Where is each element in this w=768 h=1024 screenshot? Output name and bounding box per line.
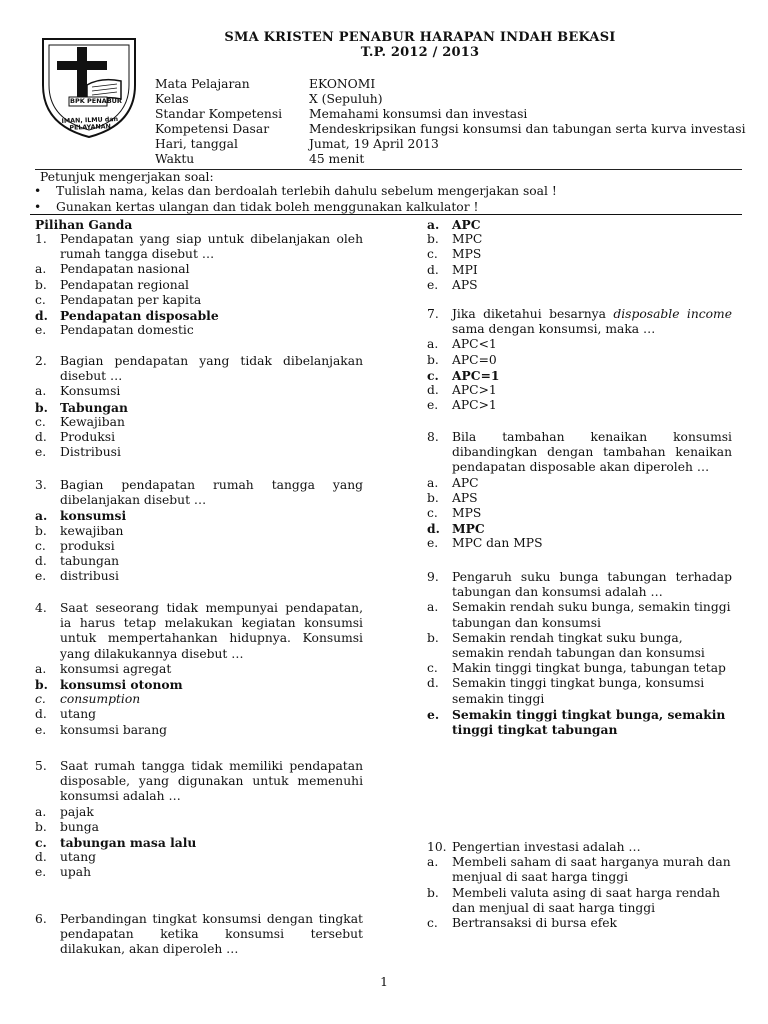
option-text: APC>1 xyxy=(452,398,497,413)
option-letter: d. xyxy=(35,430,47,445)
option-text: pajak xyxy=(60,804,94,819)
option-text: APC xyxy=(452,475,479,490)
answer-option xyxy=(427,491,732,506)
option-text: distribusi xyxy=(60,569,119,584)
answer-option xyxy=(427,631,732,661)
answer-option xyxy=(427,506,732,521)
answer-option xyxy=(427,476,732,491)
option-text: Membeli saham di saat harganya murah dan menjual di saat harga tinggi xyxy=(452,855,731,885)
info-value: 45 menit xyxy=(309,152,365,166)
question-stem: Bila tambahan kenaikan konsumsi dibandingkan dengan tambahan kenaikan pendapatan disposable akan diperoleh … xyxy=(452,430,732,475)
option-text: konsumsi otonom xyxy=(60,677,183,693)
option-letter: e. xyxy=(35,722,47,737)
option-letter: a. xyxy=(35,384,47,399)
option-letter: c. xyxy=(427,661,438,676)
option-letter: c. xyxy=(427,916,438,931)
info-row xyxy=(155,77,746,92)
answer-option xyxy=(35,692,363,707)
option-letter: e. xyxy=(35,445,47,460)
answer-option xyxy=(427,536,732,551)
option-text: APC=1 xyxy=(452,367,500,383)
question-text xyxy=(427,840,732,855)
question-3 xyxy=(35,478,363,584)
option-text: Pendapatan per kapita xyxy=(60,292,202,307)
info-label: Kelas xyxy=(155,92,189,106)
question-text xyxy=(35,601,363,662)
option-letter: a. xyxy=(427,475,439,490)
question-stem-part: sama dengan konsumsi, maka … xyxy=(452,322,656,337)
question-10 xyxy=(427,840,732,931)
bullet-icon: • xyxy=(34,184,42,198)
answer-option xyxy=(35,805,363,820)
question-6-options xyxy=(427,217,732,293)
option-letter: e. xyxy=(427,277,439,292)
info-row xyxy=(155,137,746,152)
info-value: Mendeskripsikan fungsi konsumsi dan tabungan serta kurva investasi xyxy=(309,122,746,136)
answer-option xyxy=(427,217,732,232)
question-stem: Bagian pendapatan yang tidak dibelanjakan disebut … xyxy=(60,354,363,384)
option-letter: b. xyxy=(35,277,47,292)
answer-option xyxy=(35,262,363,277)
option-text: Makin tinggi tingkat bunga, tabungan tetap xyxy=(452,661,726,676)
question-stem: Pendapatan yang siap untuk dibelanjakan oleh rumah tangga disebut … xyxy=(60,232,363,262)
info-row xyxy=(155,122,746,137)
option-letter: b. xyxy=(35,819,47,834)
option-text: Distribusi xyxy=(60,445,121,460)
option-text: Semakin tinggi tingkat bunga, semakin tinggi tingkat tabungan xyxy=(452,706,726,738)
question-number: 3. xyxy=(35,478,47,492)
answer-option xyxy=(427,855,732,885)
option-text: MPS xyxy=(452,247,482,262)
option-letter: d. xyxy=(35,308,48,324)
option-text: produksi xyxy=(60,538,115,553)
school-header xyxy=(160,30,680,60)
question-8 xyxy=(427,430,732,552)
option-text: MPC xyxy=(452,521,485,537)
option-text: tabungan masa lalu xyxy=(60,835,197,851)
instruction-item: • Tulislah nama, kelas dan berdoalah terlebih dahulu sebelum mengerjakan soal ! xyxy=(34,184,557,198)
option-text: Semakin rendah suku bunga, semakin tinggi tabungan dan konsumsi xyxy=(452,600,731,630)
answer-option xyxy=(427,676,732,706)
instruction-item: • Gunakan kertas ulangan dan tidak boleh menggunakan kalkulator ! xyxy=(34,200,479,214)
option-text: konsumsi barang xyxy=(60,722,168,737)
answer-option xyxy=(427,247,732,262)
answer-option xyxy=(427,383,732,398)
option-letter: a. xyxy=(427,337,439,352)
option-text: MPI xyxy=(452,262,478,277)
answer-option xyxy=(35,430,363,445)
option-letter: b. xyxy=(35,523,47,538)
option-letter: d. xyxy=(427,521,440,537)
info-value: EKONOMI xyxy=(309,77,376,91)
option-letter: d. xyxy=(427,383,439,398)
question-1 xyxy=(35,232,363,338)
info-value: X (Sepuluh) xyxy=(309,92,383,106)
answer-option xyxy=(427,232,732,247)
answer-option xyxy=(35,323,363,338)
option-letter: b. xyxy=(35,677,48,693)
answer-option xyxy=(35,850,363,865)
answer-option xyxy=(35,707,363,722)
option-letter: e. xyxy=(35,865,47,880)
option-letter: a. xyxy=(427,217,440,232)
answer-option xyxy=(35,415,363,430)
answer-option xyxy=(427,398,732,413)
info-value: Memahami konsumsi dan investasi xyxy=(309,107,528,121)
option-text: Kewajiban xyxy=(60,414,125,429)
option-letter: b. xyxy=(35,399,48,415)
option-letter: a. xyxy=(35,661,47,676)
option-letter: c. xyxy=(427,506,438,521)
option-letter: c. xyxy=(35,835,47,851)
option-text: utang xyxy=(60,707,96,722)
option-text: APC<1 xyxy=(452,337,497,352)
question-number: 10. xyxy=(427,840,447,854)
answer-option xyxy=(427,707,732,737)
school-name: SMA KRISTEN PENABUR HARAPAN INDAH BEKASI xyxy=(224,30,616,45)
question-number: 8. xyxy=(427,430,439,444)
answer-option xyxy=(35,539,363,554)
option-letter: c. xyxy=(35,692,46,707)
answer-option xyxy=(35,445,363,460)
school-logo xyxy=(37,33,141,141)
option-letter: c. xyxy=(35,414,46,429)
option-letter: a. xyxy=(35,804,47,819)
option-text: konsumsi agregat xyxy=(60,661,172,676)
info-row xyxy=(155,152,746,167)
option-letter: e. xyxy=(427,706,440,722)
question-9 xyxy=(427,570,732,737)
answer-option xyxy=(35,278,363,293)
answer-option xyxy=(35,508,363,523)
answer-option xyxy=(35,554,363,569)
option-text: Pendapatan regional xyxy=(60,277,189,292)
question-5 xyxy=(35,759,363,881)
option-letter: e. xyxy=(427,536,439,551)
option-text: Bertransaksi di bursa efek xyxy=(452,916,617,931)
answer-option xyxy=(35,820,363,835)
answer-option xyxy=(35,835,363,850)
answer-option xyxy=(427,886,732,916)
answer-option xyxy=(427,368,732,383)
question-stem: Saat rumah tangga tidak memiliki pendapatan disposable, yang digunakan untuk memenuhi konsumsi adalah … xyxy=(60,759,363,804)
option-text: upah xyxy=(60,865,92,880)
info-row xyxy=(155,107,746,122)
option-letter: c. xyxy=(35,292,46,307)
option-letter: b. xyxy=(427,352,439,367)
option-text: Pendapatan disposable xyxy=(60,308,219,324)
divider-bottom xyxy=(30,214,742,215)
option-text: APS xyxy=(452,490,478,505)
answer-option xyxy=(35,524,363,539)
option-text: bunga xyxy=(60,819,99,834)
option-letter: e. xyxy=(35,569,47,584)
option-text: APC>1 xyxy=(452,383,497,398)
option-letter: a. xyxy=(427,600,439,615)
option-letter: b. xyxy=(427,490,439,505)
answer-option xyxy=(35,677,363,692)
question-text xyxy=(35,232,363,262)
answer-option xyxy=(35,400,363,415)
option-letter: e. xyxy=(427,398,439,413)
info-row xyxy=(155,92,746,107)
answer-option xyxy=(35,293,363,308)
question-stem: Pengaruh suku bunga tabungan terhadap tabungan dan konsumsi adalah … xyxy=(452,570,732,600)
option-text: kewajiban xyxy=(60,523,124,538)
option-text: Pendapatan domestic xyxy=(60,323,194,338)
option-letter: a. xyxy=(35,508,48,524)
answer-option xyxy=(427,353,732,368)
answer-option xyxy=(35,384,363,399)
option-text: APS xyxy=(452,277,478,292)
question-stem: Pengertian investasi adalah … xyxy=(452,840,641,854)
question-2 xyxy=(35,354,363,460)
answer-option xyxy=(35,569,363,584)
option-letter: b. xyxy=(427,232,439,247)
question-text xyxy=(35,354,363,384)
bullet-icon: • xyxy=(34,200,42,214)
option-text: APC xyxy=(452,217,481,232)
option-text: consumption xyxy=(60,692,141,707)
info-value: Jumat, 19 April 2013 xyxy=(309,137,439,151)
option-letter: d. xyxy=(35,850,47,865)
option-text: Konsumsi xyxy=(60,384,121,399)
question-text xyxy=(35,912,363,958)
answer-option xyxy=(427,916,732,931)
question-number: 9. xyxy=(427,570,439,584)
question-text xyxy=(35,478,363,508)
question-text xyxy=(427,307,732,337)
question-number: 4. xyxy=(35,601,47,615)
option-text: MPC dan MPS xyxy=(452,536,543,551)
option-letter: d. xyxy=(35,554,47,569)
question-text xyxy=(427,430,732,476)
answer-option xyxy=(427,521,732,536)
question-text xyxy=(427,570,732,600)
question-7 xyxy=(427,307,732,413)
option-letter: e. xyxy=(35,323,47,338)
school-year: T.P. 2012 / 2013 xyxy=(360,45,480,60)
logo-text-bottom: IMAN, ILMU dan PELAYANAN xyxy=(61,116,119,132)
answer-option xyxy=(427,337,732,352)
exam-info-table xyxy=(155,77,746,167)
question-number: 7. xyxy=(427,307,439,321)
answer-option xyxy=(35,865,363,880)
question-text xyxy=(35,759,363,805)
option-text: MPS xyxy=(452,506,482,521)
question-number: 1. xyxy=(35,232,47,246)
info-label: Mata Pelajaran xyxy=(155,77,250,91)
option-text: utang xyxy=(60,850,96,865)
question-stem-part: Jika diketahui besarnya xyxy=(452,307,614,321)
option-text: Membeli valuta asing di saat harga rendah dan menjual di saat harga tinggi xyxy=(452,885,721,915)
logo-text-top: BPK PENABUR xyxy=(70,97,122,105)
option-letter: c. xyxy=(427,247,438,262)
option-text: Pendapatan nasional xyxy=(60,262,190,277)
option-text: konsumsi xyxy=(60,508,127,524)
option-text: tabungan xyxy=(60,554,120,569)
answer-option xyxy=(427,278,732,293)
option-text: Produksi xyxy=(60,430,116,445)
option-letter: d. xyxy=(427,676,439,691)
page-number: 1 xyxy=(380,975,388,989)
option-text: Semakin rendah tingkat suku bunga, semakin rendah tabungan dan konsumsi xyxy=(452,630,705,661)
info-label: Waktu xyxy=(155,152,195,166)
answer-option xyxy=(35,308,363,323)
question-4 xyxy=(35,601,363,738)
question-stem-part: disposable income xyxy=(613,307,732,321)
option-letter: b. xyxy=(427,885,439,900)
instructions-title: Petunjuk mengerjakan soal: xyxy=(40,170,214,184)
question-number: 2. xyxy=(35,354,47,368)
option-text: APC=0 xyxy=(452,352,497,367)
option-letter: b. xyxy=(427,630,439,645)
option-letter: a. xyxy=(427,855,439,870)
answer-option xyxy=(427,600,732,630)
question-stem: Saat seseorang tidak mempunyai pendapatan, ia harus tetap melakukan kegiatan konsumsi untuk mempertahankan hidupnya. Konsumsi yang dilakukannya disebut … xyxy=(60,601,363,661)
question-6 xyxy=(35,912,363,958)
question-number: 6. xyxy=(35,912,47,926)
answer-option xyxy=(427,661,732,676)
option-letter: d. xyxy=(427,262,439,277)
question-stem: Perbandingan tingkat konsumsi dengan tingkat pendapatan ketika konsumsi tersebut dilakukan, akan diperoleh … xyxy=(60,912,363,957)
answer-option xyxy=(427,263,732,278)
question-stem: Bagian pendapatan rumah tangga yang dibelanjakan disebut … xyxy=(60,478,363,508)
option-letter: a. xyxy=(35,262,47,277)
option-text: MPC xyxy=(452,232,483,247)
option-letter: c. xyxy=(427,367,439,383)
answer-option xyxy=(35,723,363,738)
option-text: Tabungan xyxy=(60,399,128,415)
info-label: Kompetensi Dasar xyxy=(155,122,270,136)
option-letter: c. xyxy=(35,538,46,553)
option-text: Semakin tinggi tingkat bunga, konsumsi semakin tinggi xyxy=(452,676,705,706)
info-label: Standar Kompetensi xyxy=(155,107,283,121)
question-number: 5. xyxy=(35,759,47,773)
answer-option xyxy=(35,662,363,677)
option-letter: d. xyxy=(35,707,47,722)
section-title: Pilihan Ganda xyxy=(35,217,133,232)
info-label: Hari, tanggal xyxy=(155,137,238,151)
